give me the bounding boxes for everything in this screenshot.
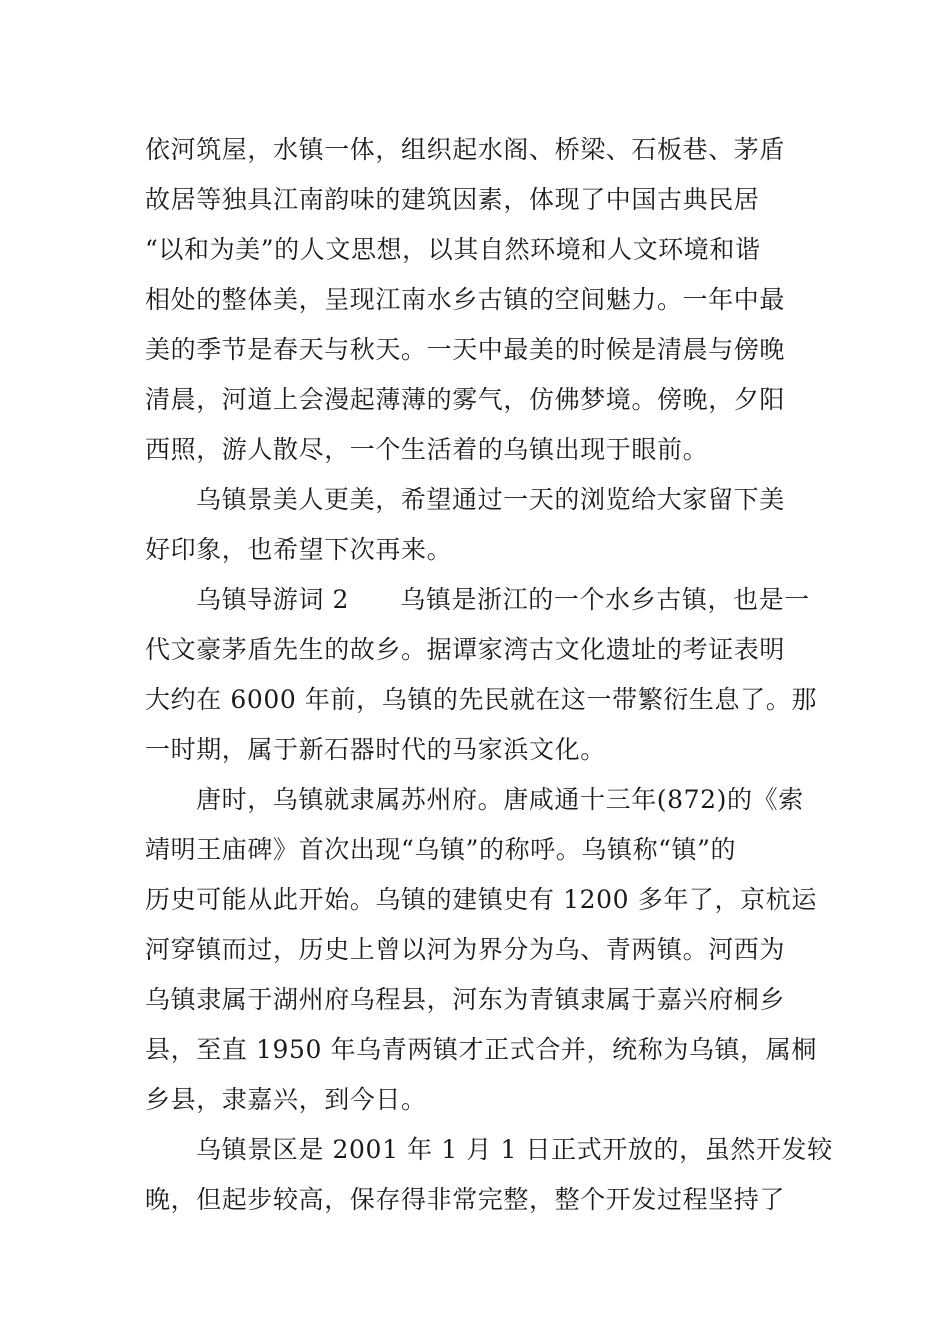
text-line: 故居等独具江南韵味的建筑因素，体现了中国古典民居: [145, 185, 760, 214]
text-line: 县，至直 1950 年乌青两镇才正式合并，统称为乌镇，属桐: [145, 1035, 817, 1064]
text-line: 乌镇隶属于湖州府乌程县，河东为青镇隶属于嘉兴府桐乡: [145, 985, 786, 1014]
text-line: 乌镇景美人更美，希望通过一天的浏览给大家留下美: [196, 485, 785, 514]
text-line: “以和为美”的人文思想，以其自然环境和人文环境和谐: [145, 235, 761, 264]
text-line: 河穿镇而过，历史上曾以河为界分为乌、青两镇。河西为: [145, 935, 786, 964]
text-line: 晚，但起步较高，保存得非常完整，整个开发过程坚持了: [145, 1185, 786, 1214]
text-line: 美的季节是春天与秋天。一天中最美的时候是清晨与傍晚: [145, 335, 786, 364]
text-line: 靖明王庙碑》首次出现“乌镇”的称呼。乌镇称“镇”的: [145, 835, 737, 864]
text-line: 相处的整体美，呈现江南水乡古镇的空间魅力。一年中最: [145, 285, 786, 314]
text-line: 一时期，属于新石器时代的马家浜文化。: [145, 735, 606, 764]
text-line: 大约在 6000 年前，乌镇的先民就在这一带繁衍生息了。那: [145, 685, 817, 714]
text-line: 历史可能从此开始。乌镇的建镇史有 1200 多年了，京杭运: [145, 885, 817, 914]
text-line: 代文豪茅盾先生的故乡。据谭家湾古文化遗址的考证表明: [145, 635, 786, 664]
text-line: 西照，游人散尽，一个生活着的乌镇出现于眼前。: [145, 435, 709, 464]
text-line: 乡县，隶嘉兴，到今日。: [145, 1085, 427, 1114]
text-line: 乌镇导游词 2 乌镇是浙江的一个水乡古镇，也是一: [196, 585, 810, 614]
text-line: 乌镇景区是 2001 年 1 月 1 日正式开放的，虽然开发较: [196, 1135, 833, 1164]
text-line: 依河筑屋，水镇一体，组织起水阁、桥梁、石板巷、茅盾: [145, 135, 786, 164]
text-line: 清晨，河道上会漫起薄薄的雾气，仿佛梦境。傍晚，夕阳: [145, 385, 786, 414]
text-line: 好印象，也希望下次再来。: [145, 535, 453, 564]
text-line: 唐时，乌镇就隶属苏州府。唐咸通十三年(872)的《索: [196, 785, 804, 814]
